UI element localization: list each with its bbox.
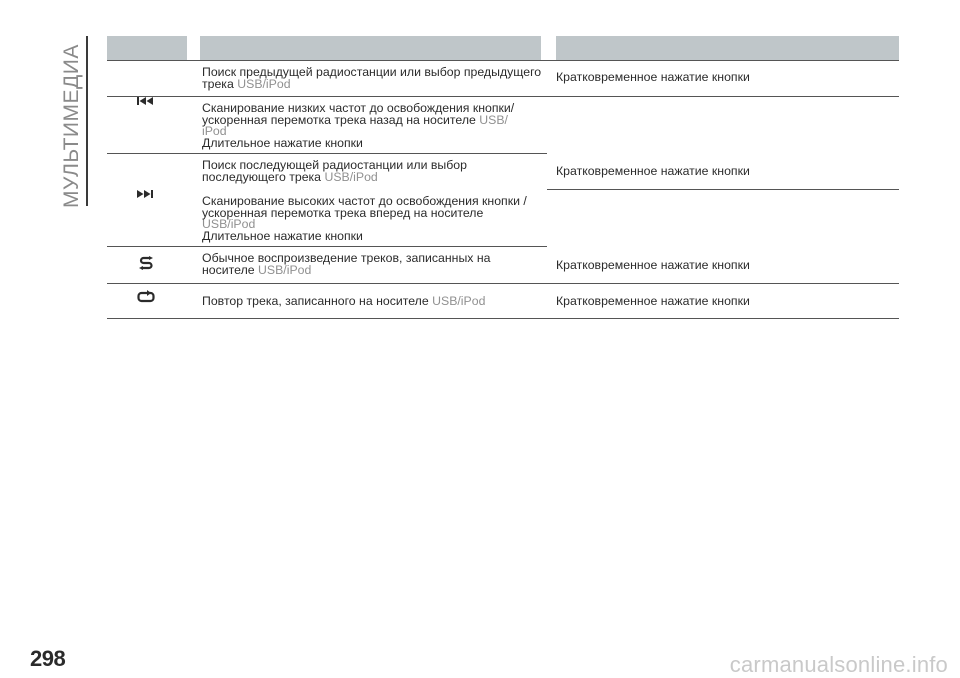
next-track-icon bbox=[135, 187, 155, 201]
table-row bbox=[202, 296, 542, 308]
table-row bbox=[202, 67, 542, 90]
previous-track-icon bbox=[135, 94, 155, 108]
table-row bbox=[202, 103, 540, 149]
usb-label: iPod bbox=[202, 124, 227, 138]
table-bottom-rule bbox=[107, 318, 899, 319]
action-text: Кратковременное нажатие кнопки bbox=[556, 294, 750, 308]
usb-label: USB/iPod bbox=[258, 262, 312, 277]
row-divider bbox=[107, 96, 899, 97]
table-top-rule bbox=[107, 60, 899, 61]
row-divider bbox=[107, 153, 547, 154]
table-header-icon bbox=[107, 36, 187, 60]
function-text: Сканирование низких частот до освобождения кнопки/ ускоренная перемотка трека назад на носителе bbox=[202, 101, 515, 127]
function-text: Обычное воспроизведение треков, записанных на носителе bbox=[202, 251, 491, 277]
function-text: Длительное нажатие кнопки bbox=[202, 135, 363, 150]
usb-label: USB/ bbox=[479, 112, 508, 127]
shuffle-icon bbox=[137, 256, 157, 270]
function-text: Поиск последующей радиостанции или выбор последующего трека bbox=[202, 158, 467, 184]
usb-label: USB/iPod bbox=[432, 294, 486, 308]
usb-label: USB/iPod bbox=[324, 169, 378, 184]
repeat-icon bbox=[136, 290, 156, 304]
table-row bbox=[202, 160, 542, 183]
row-divider bbox=[547, 189, 899, 190]
usb-label: USB/iPod bbox=[202, 217, 256, 231]
table-row bbox=[202, 253, 532, 276]
action-text: Кратковременное нажатие кнопки bbox=[556, 258, 750, 272]
action-text: Кратковременное нажатие кнопки bbox=[556, 164, 750, 178]
usb-label: USB/iPod bbox=[237, 76, 291, 91]
page-number: 298 bbox=[30, 646, 66, 671]
row-divider bbox=[107, 246, 547, 247]
row-divider bbox=[107, 283, 899, 284]
function-text: Сканирование высоких частот до освобождения кнопки / ускоренная перемотка трека вперед на носителе bbox=[202, 194, 527, 220]
function-text: Повтор трека, записанного на носителе bbox=[202, 294, 429, 308]
function-text: Поиск предыдущей радиостанции или выбор предыдущего трека bbox=[202, 65, 542, 91]
function-text: Длительное нажатие кнопки bbox=[202, 228, 363, 243]
table-header-action bbox=[556, 36, 899, 60]
table-header-function bbox=[200, 36, 541, 60]
table-row bbox=[202, 196, 542, 242]
watermark: carmanualsonline.info bbox=[729, 652, 948, 677]
section-rule bbox=[86, 36, 88, 206]
action-text: Кратковременное нажатие кнопки bbox=[556, 70, 750, 84]
section-title: МУЛЬТИМЕДИА bbox=[60, 44, 83, 208]
